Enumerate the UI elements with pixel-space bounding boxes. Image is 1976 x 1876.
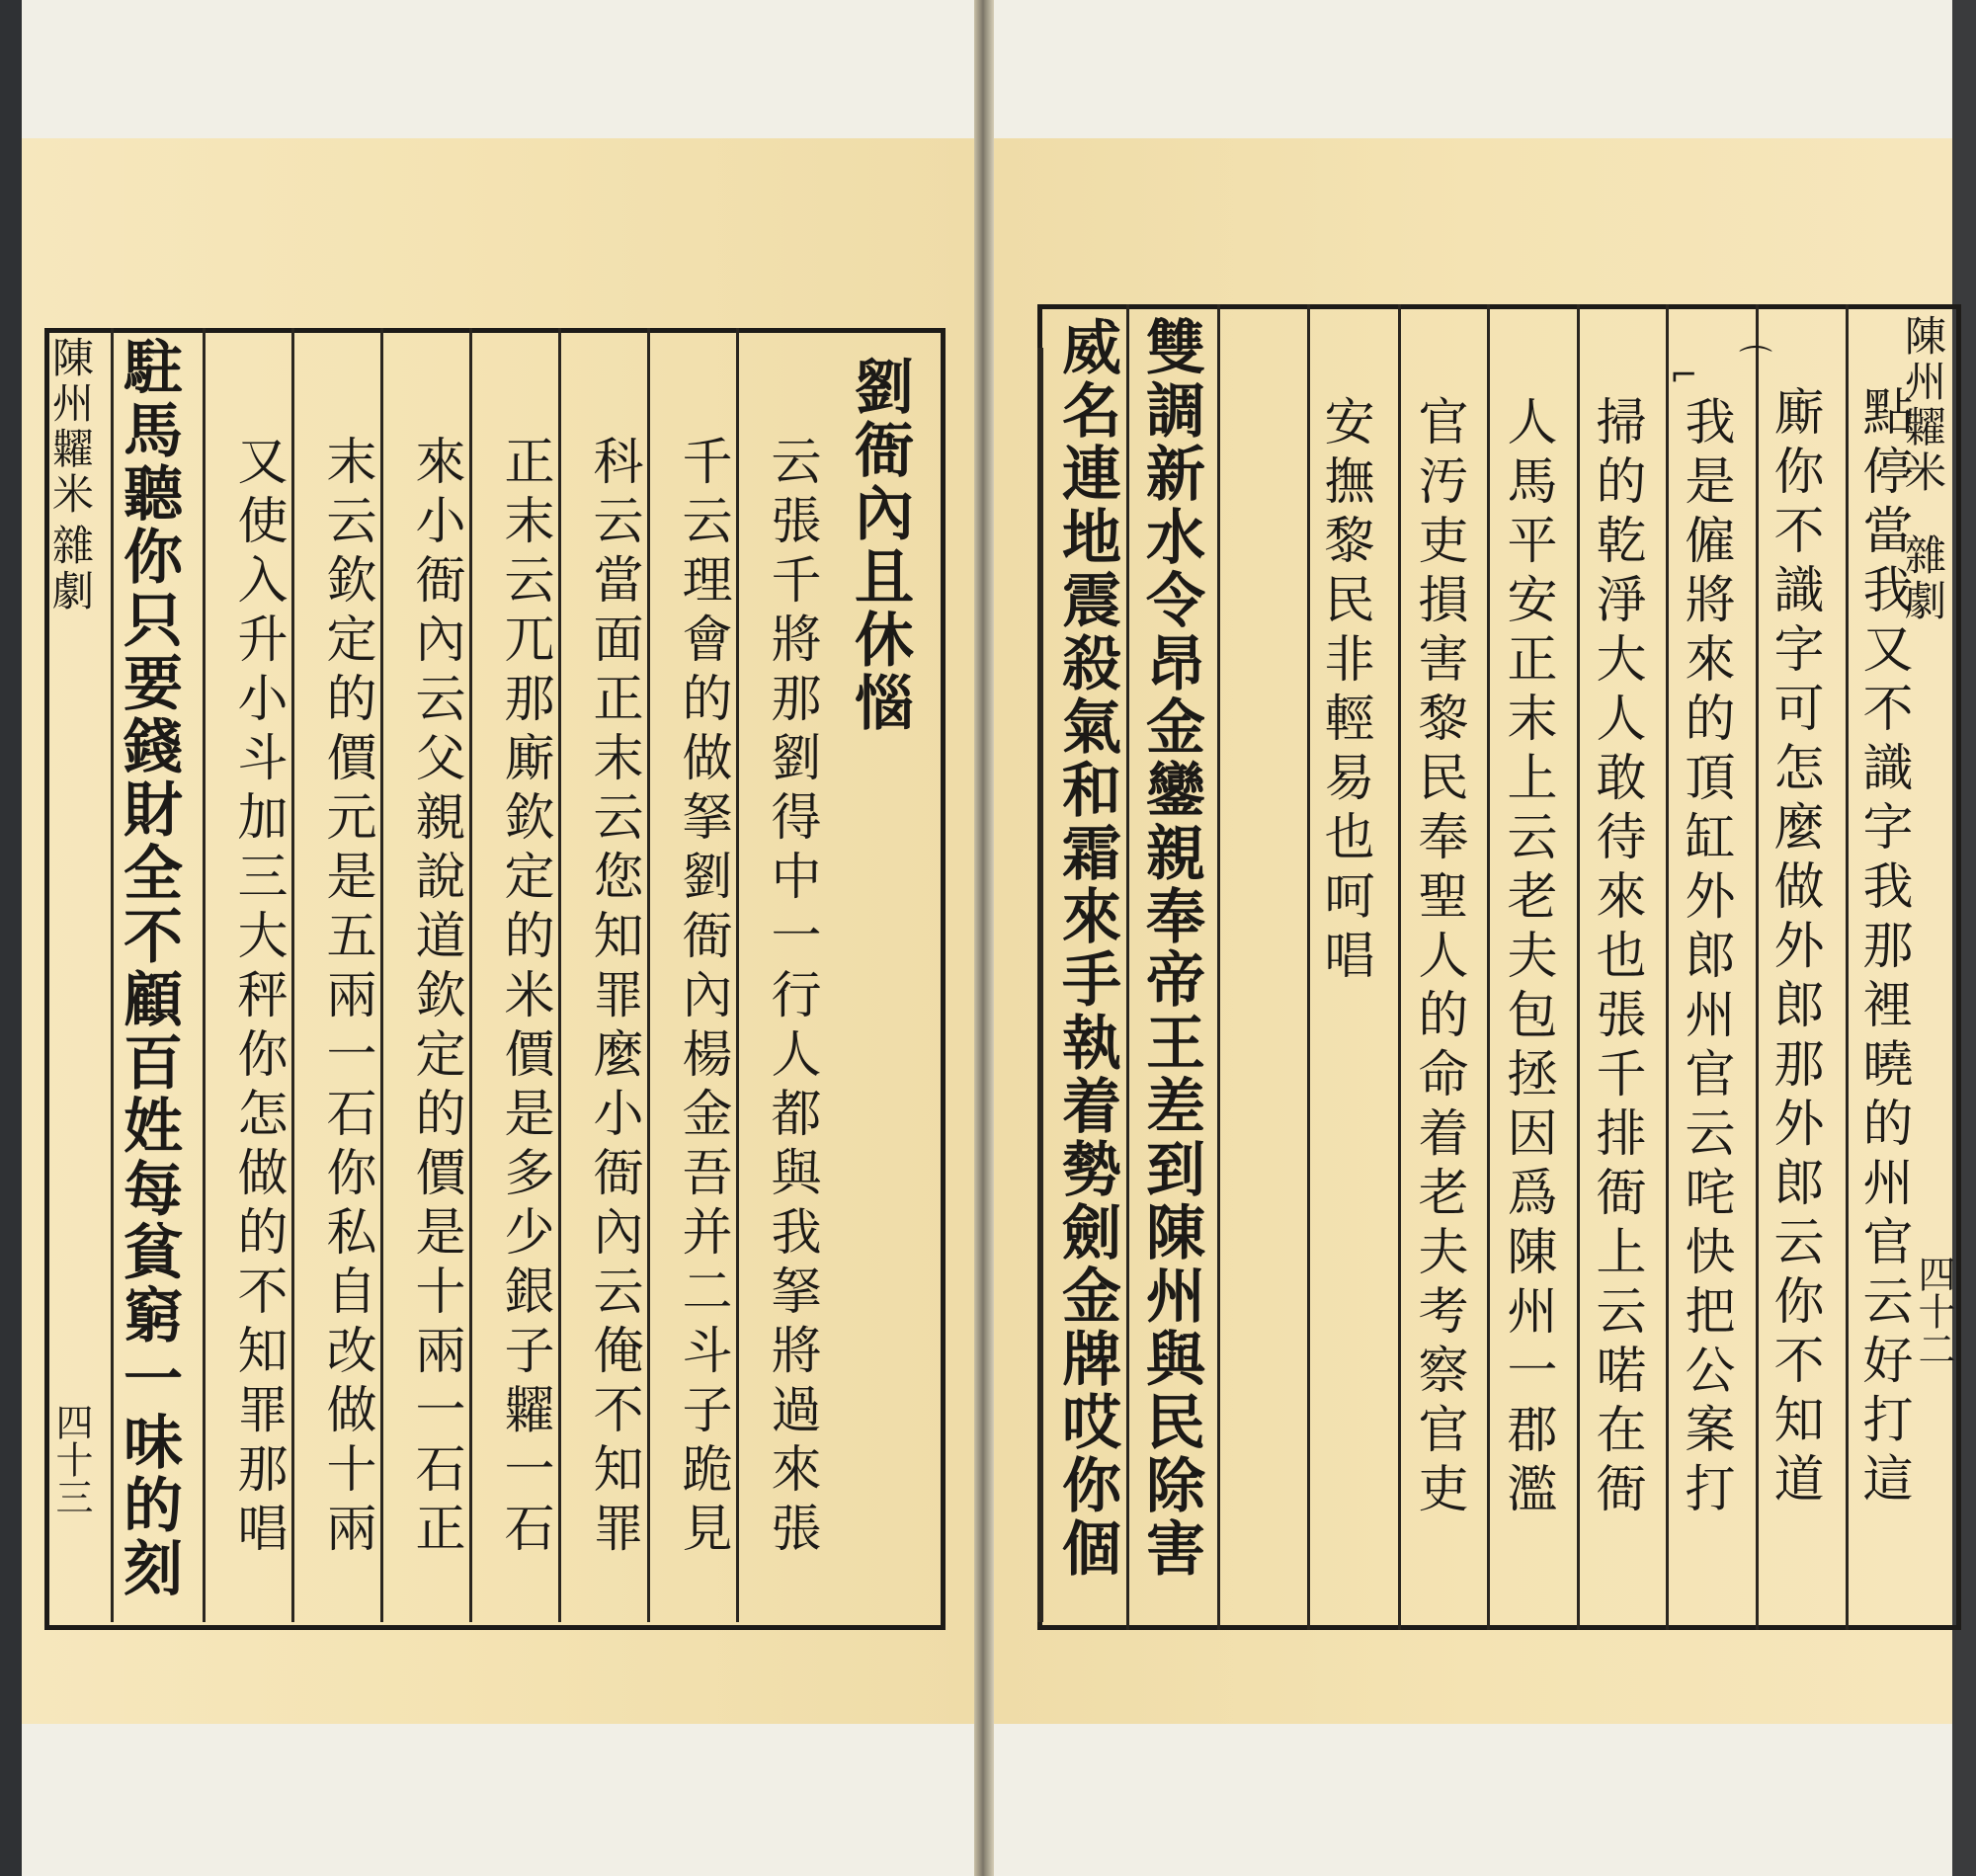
right-col-rule [1307,304,1310,1630]
text-column: 科云當面正末云您知罪麼小衙內云俺不知罪 [584,435,642,1561]
right-col-rule [1487,304,1490,1630]
text-column: 駐馬聽你只要錢財全不顧百姓每貧窮一味的刻 [114,336,183,1600]
right-col-rule [1126,304,1129,1630]
text-column: 云張千將那劉得中一行人都與我拏將過來張 [762,435,820,1561]
left-col-rule [736,328,739,1622]
text-column: 我是僱將來的頂缸外郎州官云咤快把公案打 [1676,395,1734,1521]
right-col-rule [1846,304,1849,1630]
page-heading: 陳州糶米 [46,336,95,518]
right-col-rule [1037,348,1043,1622]
text-column: 正末云兀那廝欽定的米價是多少銀子糶一石 [495,435,553,1561]
text-column: 威名連地震殺氣和霜來手執着勢劍金牌哎你個 [1052,316,1121,1581]
right-col-rule [1577,304,1580,1630]
text-column: 千云理會的做拏劉衙內楊金吾并二斗子跪見 [673,435,731,1561]
left-col-rule [558,328,561,1622]
text-column: 劉衙內且休惱 [845,356,914,735]
book-spine [974,0,994,1876]
folio-number: 四十三 [49,1403,93,1515]
text-column: 末云欽定的價元是五兩一石你私自改做十兩 [317,435,375,1561]
block-print-mark: ⌐ [1670,356,1698,395]
left-col-rule [203,328,206,1622]
text-column: 人馬平安正末上云老夫包拯因爲陳州一郡濫 [1498,395,1556,1521]
right-col-rule [1217,304,1220,1630]
left-col-rule [647,328,650,1622]
left-col-rule [291,328,294,1622]
left-col-rule [469,328,472,1622]
text-column: 來小衙內云父親說道欽定的價是十兩一石正 [406,435,464,1561]
text-column: 點停當我又不識字我那裡曉的州官云好打這 [1853,385,1912,1511]
text-column: 安撫黎民非輕易也呵唱 [1315,395,1373,988]
text-column: 官汚吏損害黎民奉聖人的命着老夫考察官吏 [1409,395,1467,1521]
text-column: 廝你不識字可怎麼做外郎那外郎云你不知道 [1765,385,1823,1511]
right-col-rule [1666,304,1669,1630]
block-print-mark: ⌒ [1739,344,1772,383]
text-column: 又使入升小斗加三大秤你怎做的不知罪那唱 [228,435,287,1561]
page-heading-right: 雜劇 [1899,533,1947,624]
page-heading: 陳州糶米 [1899,314,1947,496]
text-column: 雙調新水令昂金鑾親奉帝王差到陳州與民除害 [1136,316,1205,1581]
text-column: 掃的乾淨大人敢待來也張千排衙上云喏在衙 [1587,395,1645,1521]
page-heading-right: 雜劇 [46,524,95,614]
right-col-rule [1756,304,1759,1630]
right-col-rule [1398,304,1401,1630]
left-col-rule [380,328,383,1622]
folio-number: 四十二 [1912,1255,1955,1367]
